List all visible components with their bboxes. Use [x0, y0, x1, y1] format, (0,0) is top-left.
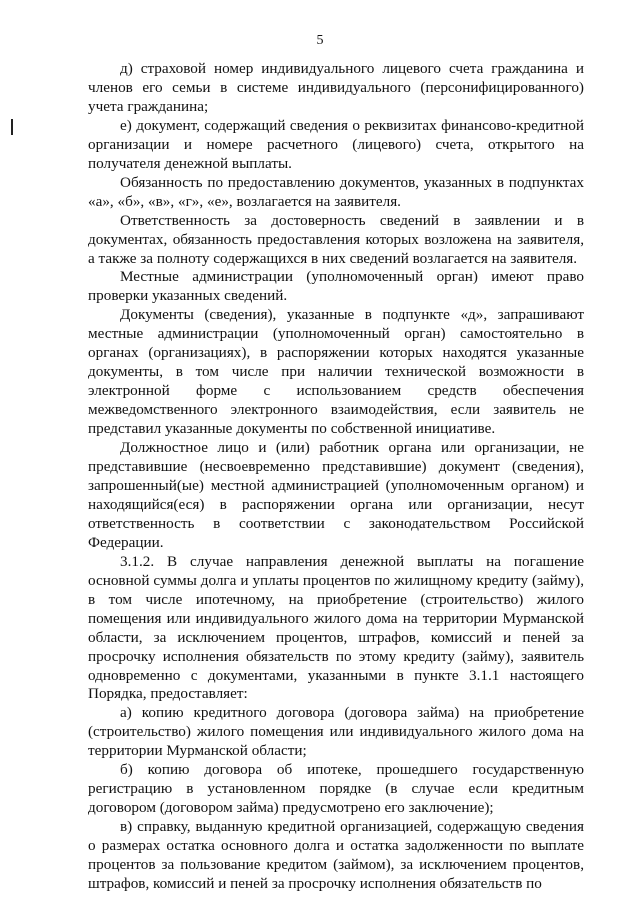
- document-body: [88, 60, 584, 894]
- margin-mark: [11, 119, 13, 135]
- paragraph-section-3-1-2: 3.1.2. В случае направления денежной выплаты на погашение основной суммы долга и уплаты процентов по жилищному кредиту (займу), в том числе ипотечному, на приобретение (строительство) жилого помещения или индивидуального жилого дома на территории Мурманской области, за исключением процентов, штрафов, комиссий и пеней за просрочку исполнения обязательств по этому кредиту (займу), заявитель одновременно с документами, указанными в пункте 3.1.1 настоящего Порядка, предоставляет:: [88, 552, 584, 703]
- paragraph-verification-right: Местные администрации (уполномоченный орган) имеют право проверки указанных сведений.: [88, 268, 584, 305]
- page-number: 5: [316, 33, 324, 48]
- paragraph-officials-liability: Должностное лицо и (или) работник органа или организации, не представившие (несвоевременно представившие) документ (сведения), запрошенный(ые) местной администрацией (уполномоченным органом) и находящийся(еся) в распоряжении органа или организации, несут ответственность в соответствии с законодательством Российской Федерации.: [88, 439, 584, 551]
- paragraph-item-a: а) копию кредитного договора (договора займа) на приобретение (строительство) жилого помещения или индивидуального жилого дома на территории Мурманской области;: [88, 704, 584, 760]
- paragraph-responsibility: Ответственность за достоверность сведений в заявлении и в документах, обязанность предоставления которых возложена на заявителя, а также за полноту содержащихся в них сведений возлагается на заявителя.: [88, 211, 584, 267]
- paragraph-obligation: Обязанность по предоставлению документов, указанных в подпунктах «а», «б», «в», «г», «е», возлагается на заявителя.: [88, 173, 584, 210]
- paragraph-documents-request: Документы (сведения), указанные в подпункте «д», запрашивают местные администрации (уполномоченный орган) самостоятельно в органах (организациях), в распоряжении которых находятся указанные документы, в том числе при наличии технической возможности в электронной форме с использованием средств обеспечения межведомственного электронного взаимодействия, если заявитель не представил указанные документы по собственной инициативе.: [88, 306, 584, 438]
- paragraph-item-b: б) копию договора об ипотеке, прошедшего государственную регистрацию в установленном порядке (в случае если кредитным договором (договором займа) предусмотрено его заключение);: [88, 761, 584, 817]
- paragraph-item-e: е) документ, содержащий сведения о реквизитах финансово-кредитной организации и номере расчетного (лицевого) счета, открытого на получателя денежной выплаты.: [88, 116, 584, 172]
- paragraph-item-v: в) справку, выданную кредитной организацией, содержащую сведения о размерах остатка основного долга и остатка задолженности по выплате процентов за пользование кредитом (займом), за исключением процентов, штрафов, комиссий и пеней за просрочку исполнения обязательств по: [88, 818, 584, 892]
- paragraph-item-d: д) страховой номер индивидуального лицевого счета гражданина и членов его семьи в системе индивидуального (персонифицированного) учета гражданина;: [88, 60, 584, 115]
